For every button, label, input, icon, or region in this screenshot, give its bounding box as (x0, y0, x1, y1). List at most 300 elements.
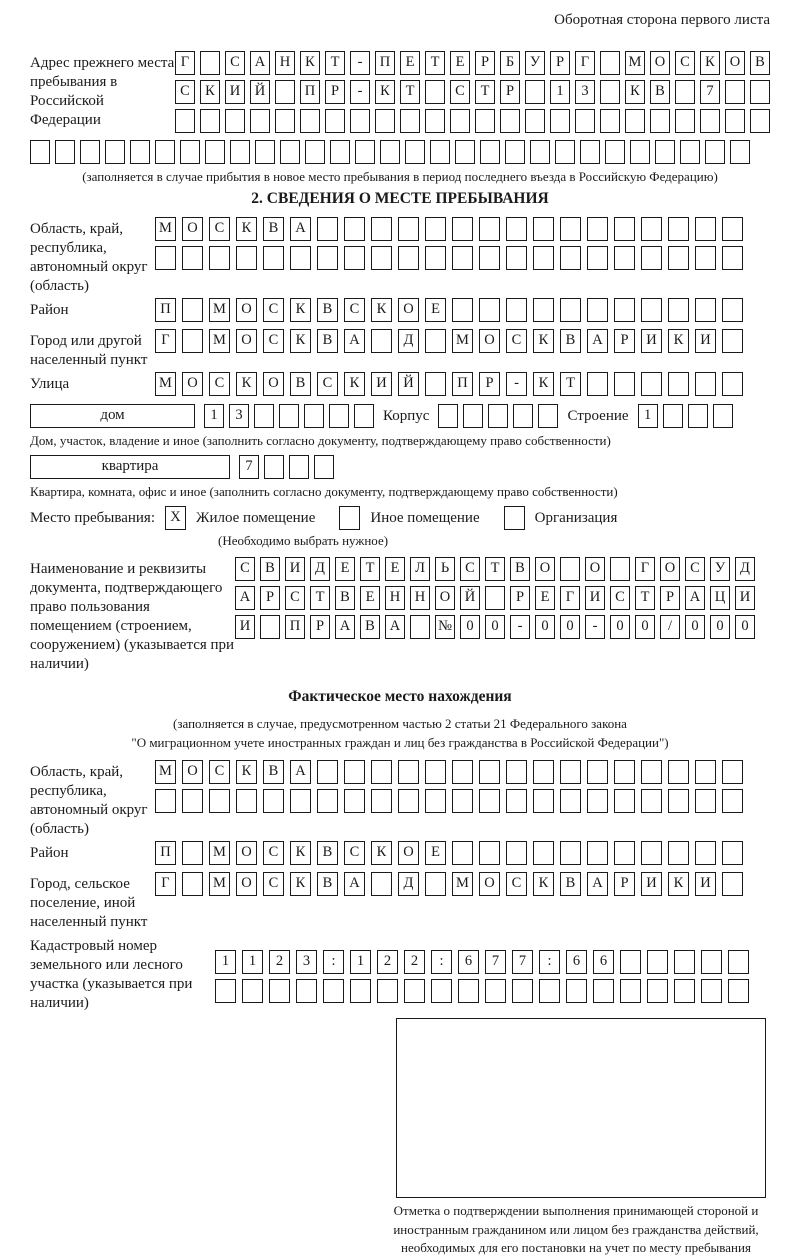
char-cell[interactable] (560, 298, 581, 322)
region-row-1[interactable] (155, 217, 770, 241)
char-cell[interactable]: И (371, 372, 392, 396)
char-cell[interactable] (641, 298, 662, 322)
char-cell[interactable]: А (587, 872, 608, 896)
char-cell[interactable] (452, 789, 473, 813)
char-cell[interactable] (668, 789, 689, 813)
char-cell[interactable] (463, 404, 483, 428)
char-cell[interactable]: У (710, 557, 730, 581)
char-cell[interactable]: О (435, 586, 455, 610)
apartment-cells[interactable] (239, 455, 334, 479)
char-cell[interactable]: О (398, 298, 419, 322)
char-cell[interactable] (701, 979, 722, 1003)
char-cell[interactable] (728, 979, 749, 1003)
char-cell[interactable] (722, 372, 743, 396)
char-cell[interactable] (479, 246, 500, 270)
char-cell[interactable]: Р (500, 80, 520, 104)
char-cell[interactable]: В (650, 80, 670, 104)
char-cell[interactable] (290, 789, 311, 813)
char-cell[interactable]: Т (425, 51, 445, 75)
char-cell[interactable] (250, 109, 270, 133)
char-cell[interactable]: 0 (685, 615, 705, 639)
char-cell[interactable] (566, 979, 587, 1003)
char-cell[interactable] (533, 789, 554, 813)
char-cell[interactable]: К (533, 329, 554, 353)
char-cell[interactable] (530, 140, 550, 164)
char-cell[interactable] (317, 246, 338, 270)
char-cell[interactable] (614, 841, 635, 865)
char-cell[interactable] (538, 404, 558, 428)
char-cell[interactable]: А (344, 872, 365, 896)
char-cell[interactable]: О (650, 51, 670, 75)
char-cell[interactable] (455, 140, 475, 164)
char-cell[interactable]: И (695, 872, 716, 896)
char-cell[interactable] (587, 789, 608, 813)
char-cell[interactable]: Д (310, 557, 330, 581)
char-cell[interactable]: Т (560, 372, 581, 396)
char-cell[interactable]: К (290, 872, 311, 896)
char-cell[interactable]: В (290, 372, 311, 396)
char-cell[interactable]: К (300, 51, 320, 75)
char-cell[interactable] (555, 140, 575, 164)
char-cell[interactable]: С (263, 872, 284, 896)
char-cell[interactable] (695, 841, 716, 865)
char-cell[interactable] (525, 109, 545, 133)
char-cell[interactable] (722, 789, 743, 813)
char-cell[interactable] (668, 372, 689, 396)
char-cell[interactable] (200, 109, 220, 133)
char-cell[interactable]: Н (385, 586, 405, 610)
char-cell[interactable]: П (375, 51, 395, 75)
char-cell[interactable]: 0 (535, 615, 555, 639)
char-cell[interactable]: С (317, 372, 338, 396)
char-cell[interactable]: С (610, 586, 630, 610)
char-cell[interactable] (560, 246, 581, 270)
char-cell[interactable] (452, 760, 473, 784)
char-cell[interactable]: С (506, 872, 527, 896)
char-cell[interactable] (695, 789, 716, 813)
prev-address-row-4[interactable] (30, 140, 770, 164)
char-cell[interactable] (506, 246, 527, 270)
prev-address-row-1[interactable] (175, 51, 770, 75)
char-cell[interactable] (488, 404, 508, 428)
char-cell[interactable] (730, 140, 750, 164)
char-cell[interactable] (587, 217, 608, 241)
char-cell[interactable]: С (263, 329, 284, 353)
char-cell[interactable]: А (290, 760, 311, 784)
char-cell[interactable]: М (452, 329, 473, 353)
char-cell[interactable]: В (560, 329, 581, 353)
actual-district-row[interactable] (155, 841, 770, 865)
char-cell[interactable]: О (236, 872, 257, 896)
char-cell[interactable]: М (625, 51, 645, 75)
char-cell[interactable] (305, 140, 325, 164)
char-cell[interactable] (668, 217, 689, 241)
char-cell[interactable]: Р (614, 329, 635, 353)
char-cell[interactable]: 6 (458, 950, 479, 974)
char-cell[interactable]: № (435, 615, 455, 639)
char-cell[interactable] (500, 109, 520, 133)
char-cell[interactable]: О (236, 329, 257, 353)
char-cell[interactable]: С (285, 586, 305, 610)
char-cell[interactable]: 0 (610, 615, 630, 639)
char-cell[interactable] (479, 841, 500, 865)
char-cell[interactable]: Т (325, 51, 345, 75)
char-cell[interactable] (479, 789, 500, 813)
char-cell[interactable] (371, 246, 392, 270)
char-cell[interactable] (225, 109, 245, 133)
char-cell[interactable]: Р (510, 586, 530, 610)
char-cell[interactable]: К (344, 372, 365, 396)
char-cell[interactable] (80, 140, 100, 164)
char-cell[interactable] (506, 841, 527, 865)
char-cell[interactable]: С (263, 841, 284, 865)
char-cell[interactable] (620, 950, 641, 974)
char-cell[interactable] (663, 404, 683, 428)
char-cell[interactable] (400, 109, 420, 133)
char-cell[interactable] (398, 760, 419, 784)
char-cell[interactable] (209, 246, 230, 270)
char-cell[interactable] (317, 760, 338, 784)
char-cell[interactable] (329, 404, 349, 428)
char-cell[interactable]: М (209, 298, 230, 322)
char-cell[interactable]: С (675, 51, 695, 75)
char-cell[interactable] (55, 140, 75, 164)
char-cell[interactable] (722, 298, 743, 322)
char-cell[interactable]: К (236, 760, 257, 784)
char-cell[interactable]: О (236, 841, 257, 865)
char-cell[interactable] (614, 217, 635, 241)
char-cell[interactable]: / (660, 615, 680, 639)
char-cell[interactable] (269, 979, 290, 1003)
char-cell[interactable]: К (236, 372, 257, 396)
char-cell[interactable]: Н (275, 51, 295, 75)
char-cell[interactable] (410, 615, 430, 639)
char-cell[interactable] (560, 789, 581, 813)
char-cell[interactable] (620, 979, 641, 1003)
char-cell[interactable]: Д (398, 872, 419, 896)
char-cell[interactable] (560, 760, 581, 784)
char-cell[interactable] (452, 841, 473, 865)
char-cell[interactable] (587, 372, 608, 396)
char-cell[interactable] (722, 217, 743, 241)
char-cell[interactable]: 6 (566, 950, 587, 974)
char-cell[interactable] (587, 841, 608, 865)
actual-region-row-1[interactable] (155, 760, 770, 784)
char-cell[interactable]: О (725, 51, 745, 75)
char-cell[interactable] (695, 372, 716, 396)
char-cell[interactable]: К (236, 217, 257, 241)
char-cell[interactable] (513, 404, 533, 428)
char-cell[interactable]: 2 (404, 950, 425, 974)
char-cell[interactable]: В (510, 557, 530, 581)
char-cell[interactable]: Е (400, 51, 420, 75)
char-cell[interactable] (182, 872, 203, 896)
char-cell[interactable] (344, 760, 365, 784)
char-cell[interactable] (260, 615, 280, 639)
char-cell[interactable]: О (182, 760, 203, 784)
char-cell[interactable] (533, 760, 554, 784)
char-cell[interactable] (355, 140, 375, 164)
char-cell[interactable]: Е (535, 586, 555, 610)
char-cell[interactable] (610, 557, 630, 581)
char-cell[interactable]: В (360, 615, 380, 639)
char-cell[interactable]: 7 (700, 80, 720, 104)
char-cell[interactable]: И (735, 586, 755, 610)
char-cell[interactable] (485, 979, 506, 1003)
char-cell[interactable] (625, 109, 645, 133)
char-cell[interactable] (725, 80, 745, 104)
char-cell[interactable]: Т (400, 80, 420, 104)
char-cell[interactable] (725, 109, 745, 133)
char-cell[interactable]: С (209, 372, 230, 396)
char-cell[interactable]: 3 (575, 80, 595, 104)
char-cell[interactable] (175, 109, 195, 133)
char-cell[interactable] (630, 140, 650, 164)
char-cell[interactable]: 6 (593, 950, 614, 974)
char-cell[interactable]: А (385, 615, 405, 639)
char-cell[interactable] (580, 140, 600, 164)
char-cell[interactable]: Д (735, 557, 755, 581)
char-cell[interactable] (330, 140, 350, 164)
char-cell[interactable] (30, 140, 50, 164)
char-cell[interactable] (506, 760, 527, 784)
prev-address-row-2[interactable] (175, 80, 770, 104)
char-cell[interactable]: О (479, 872, 500, 896)
char-cell[interactable] (539, 979, 560, 1003)
char-cell[interactable] (722, 246, 743, 270)
char-cell[interactable] (587, 760, 608, 784)
char-cell[interactable] (371, 789, 392, 813)
char-cell[interactable] (614, 789, 635, 813)
char-cell[interactable]: Г (635, 557, 655, 581)
char-cell[interactable] (680, 140, 700, 164)
char-cell[interactable] (377, 979, 398, 1003)
char-cell[interactable]: В (750, 51, 770, 75)
char-cell[interactable]: Г (155, 872, 176, 896)
char-cell[interactable] (296, 979, 317, 1003)
char-cell[interactable] (279, 404, 299, 428)
char-cell[interactable] (182, 298, 203, 322)
char-cell[interactable] (236, 789, 257, 813)
district-row[interactable] (155, 298, 770, 322)
char-cell[interactable]: А (344, 329, 365, 353)
char-cell[interactable]: Р (614, 872, 635, 896)
char-cell[interactable]: И (225, 80, 245, 104)
char-cell[interactable] (155, 140, 175, 164)
street-row[interactable] (155, 372, 770, 396)
char-cell[interactable] (242, 979, 263, 1003)
char-cell[interactable] (431, 979, 452, 1003)
char-cell[interactable] (688, 404, 708, 428)
city-row[interactable] (155, 329, 770, 353)
char-cell[interactable] (533, 217, 554, 241)
char-cell[interactable]: К (371, 841, 392, 865)
char-cell[interactable]: Р (325, 80, 345, 104)
char-cell[interactable] (505, 140, 525, 164)
char-cell[interactable] (655, 140, 675, 164)
char-cell[interactable]: С (344, 841, 365, 865)
char-cell[interactable]: А (587, 329, 608, 353)
char-cell[interactable]: Ц (710, 586, 730, 610)
char-cell[interactable] (722, 872, 743, 896)
char-cell[interactable] (289, 455, 309, 479)
char-cell[interactable]: 7 (512, 950, 533, 974)
char-cell[interactable]: К (625, 80, 645, 104)
char-cell[interactable]: П (452, 372, 473, 396)
char-cell[interactable] (701, 950, 722, 974)
char-cell[interactable] (180, 140, 200, 164)
char-cell[interactable] (750, 109, 770, 133)
char-cell[interactable]: В (317, 298, 338, 322)
actual-region-row-2[interactable] (155, 789, 770, 813)
char-cell[interactable]: Г (575, 51, 595, 75)
char-cell[interactable]: В (263, 760, 284, 784)
char-cell[interactable] (641, 760, 662, 784)
char-cell[interactable]: Е (385, 557, 405, 581)
char-cell[interactable] (344, 217, 365, 241)
char-cell[interactable] (722, 760, 743, 784)
house-number-cells[interactable] (204, 404, 374, 428)
char-cell[interactable] (675, 80, 695, 104)
char-cell[interactable]: 1 (638, 404, 658, 428)
house-type-box[interactable]: дом (30, 404, 195, 428)
char-cell[interactable]: - (510, 615, 530, 639)
char-cell[interactable]: К (371, 298, 392, 322)
char-cell[interactable] (325, 109, 345, 133)
char-cell[interactable] (275, 80, 295, 104)
char-cell[interactable] (641, 789, 662, 813)
char-cell[interactable]: В (263, 217, 284, 241)
char-cell[interactable]: К (375, 80, 395, 104)
char-cell[interactable] (371, 872, 392, 896)
char-cell[interactable] (314, 455, 334, 479)
char-cell[interactable] (264, 455, 284, 479)
char-cell[interactable]: В (317, 841, 338, 865)
char-cell[interactable]: М (155, 372, 176, 396)
char-cell[interactable]: А (235, 586, 255, 610)
char-cell[interactable] (425, 372, 446, 396)
char-cell[interactable] (371, 760, 392, 784)
char-cell[interactable]: И (585, 586, 605, 610)
char-cell[interactable] (668, 841, 689, 865)
char-cell[interactable]: И (285, 557, 305, 581)
char-cell[interactable]: 2 (269, 950, 290, 974)
char-cell[interactable]: 1 (350, 950, 371, 974)
char-cell[interactable]: О (182, 372, 203, 396)
char-cell[interactable]: М (209, 841, 230, 865)
char-cell[interactable] (371, 329, 392, 353)
char-cell[interactable] (560, 557, 580, 581)
char-cell[interactable] (380, 140, 400, 164)
char-cell[interactable] (695, 760, 716, 784)
char-cell[interactable]: П (155, 841, 176, 865)
char-cell[interactable]: И (641, 872, 662, 896)
char-cell[interactable]: К (290, 329, 311, 353)
char-cell[interactable] (593, 979, 614, 1003)
stay-type-checkbox-residential[interactable]: X (165, 506, 186, 530)
prev-address-row-3[interactable] (175, 109, 770, 133)
char-cell[interactable]: С (460, 557, 480, 581)
char-cell[interactable] (641, 217, 662, 241)
char-cell[interactable]: О (182, 217, 203, 241)
char-cell[interactable] (750, 80, 770, 104)
document-row-2[interactable] (235, 586, 770, 610)
char-cell[interactable]: : (431, 950, 452, 974)
char-cell[interactable] (425, 109, 445, 133)
char-cell[interactable]: И (695, 329, 716, 353)
char-cell[interactable]: Й (398, 372, 419, 396)
char-cell[interactable] (350, 109, 370, 133)
char-cell[interactable]: Й (250, 80, 270, 104)
char-cell[interactable] (105, 140, 125, 164)
char-cell[interactable] (452, 217, 473, 241)
char-cell[interactable]: О (263, 372, 284, 396)
char-cell[interactable] (304, 404, 324, 428)
char-cell[interactable]: - (350, 80, 370, 104)
char-cell[interactable]: Е (450, 51, 470, 75)
char-cell[interactable]: Т (485, 557, 505, 581)
char-cell[interactable] (215, 979, 236, 1003)
char-cell[interactable]: Е (360, 586, 380, 610)
char-cell[interactable]: О (660, 557, 680, 581)
char-cell[interactable] (600, 51, 620, 75)
char-cell[interactable]: С (209, 760, 230, 784)
char-cell[interactable]: М (452, 872, 473, 896)
char-cell[interactable] (485, 586, 505, 610)
char-cell[interactable] (430, 140, 450, 164)
char-cell[interactable] (722, 329, 743, 353)
region-row-2[interactable] (155, 246, 770, 270)
char-cell[interactable]: К (668, 329, 689, 353)
char-cell[interactable]: О (479, 329, 500, 353)
char-cell[interactable] (533, 246, 554, 270)
char-cell[interactable]: С (506, 329, 527, 353)
char-cell[interactable] (254, 404, 274, 428)
char-cell[interactable] (438, 404, 458, 428)
char-cell[interactable]: П (300, 80, 320, 104)
char-cell[interactable]: Е (335, 557, 355, 581)
char-cell[interactable]: Ь (435, 557, 455, 581)
char-cell[interactable]: 0 (560, 615, 580, 639)
char-cell[interactable] (398, 789, 419, 813)
char-cell[interactable] (200, 51, 220, 75)
char-cell[interactable] (533, 298, 554, 322)
char-cell[interactable] (695, 246, 716, 270)
char-cell[interactable]: П (155, 298, 176, 322)
char-cell[interactable] (317, 217, 338, 241)
char-cell[interactable] (182, 789, 203, 813)
char-cell[interactable] (674, 979, 695, 1003)
char-cell[interactable] (668, 246, 689, 270)
char-cell[interactable]: 0 (635, 615, 655, 639)
char-cell[interactable] (425, 80, 445, 104)
char-cell[interactable] (344, 789, 365, 813)
char-cell[interactable] (263, 246, 284, 270)
char-cell[interactable] (300, 109, 320, 133)
char-cell[interactable]: К (533, 372, 554, 396)
char-cell[interactable]: 1 (204, 404, 224, 428)
char-cell[interactable] (614, 760, 635, 784)
char-cell[interactable]: С (235, 557, 255, 581)
char-cell[interactable] (182, 329, 203, 353)
char-cell[interactable] (575, 109, 595, 133)
char-cell[interactable]: М (155, 760, 176, 784)
char-cell[interactable] (450, 109, 470, 133)
char-cell[interactable] (182, 246, 203, 270)
char-cell[interactable]: 3 (296, 950, 317, 974)
cadastral-row-1[interactable] (215, 950, 770, 974)
char-cell[interactable]: С (344, 298, 365, 322)
